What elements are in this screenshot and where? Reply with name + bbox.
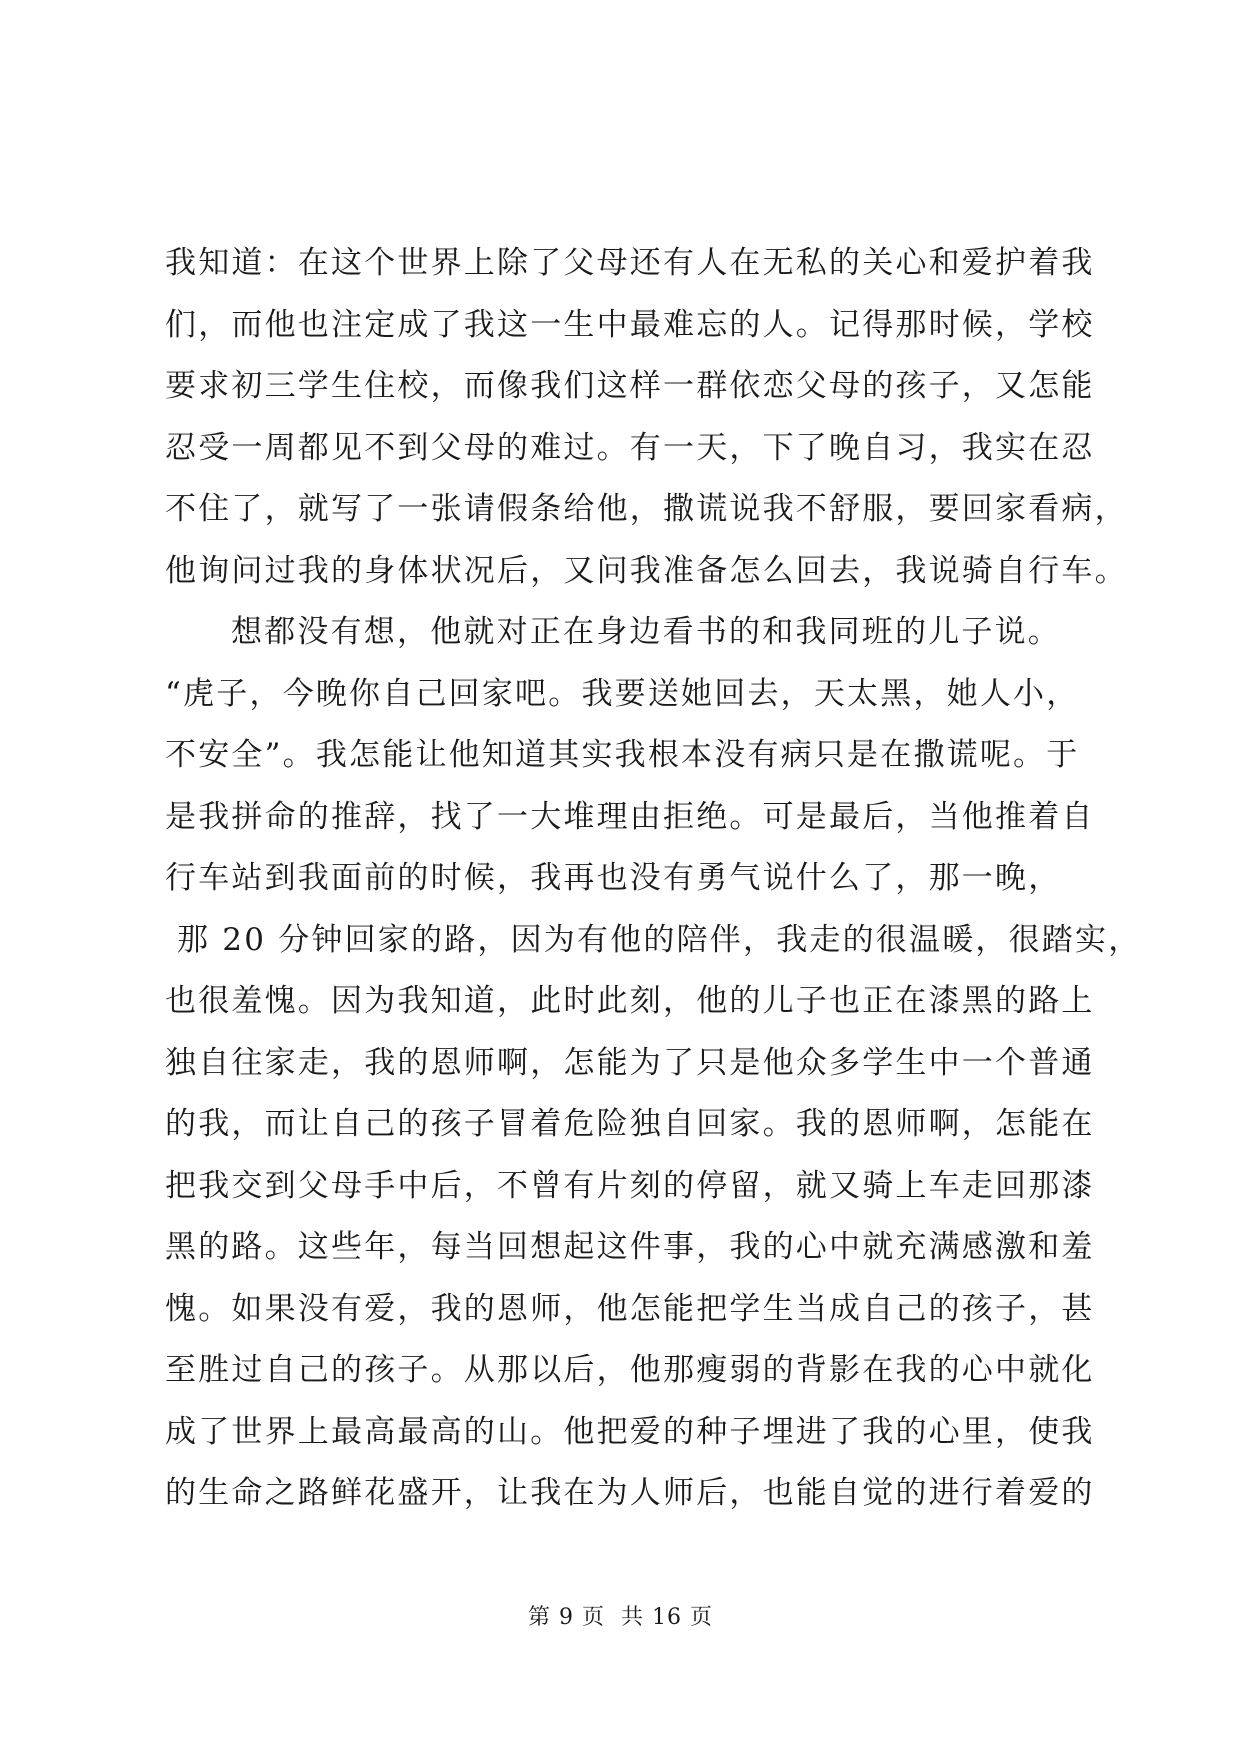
text-line: “虎子，今晚你自己回家吧。我要送她回去，天太黑，她人小， — [165, 675, 1080, 712]
text-line: 要求初三学生住校，而像我们这样一群依恋父母的孩子，又怎能 — [165, 368, 1095, 404]
text-line: 不住了，就写了一张请假条给他，撒谎说我不舒服，要回家看病， — [165, 491, 1128, 527]
text-line: 的我，而让自己的孩子冒着危险独自回家。我的恩师啊，怎能在 — [165, 1106, 1095, 1142]
text-line: 们，而他也注定成了我这一生中最难忘的人。记得那时候，学校 — [165, 306, 1095, 343]
text-line: 把我交到父母手中后，不曾有片刻的停留，就又骑上车走回那漆 — [165, 1167, 1095, 1204]
text-line: 成了世界上最高最高的山。他把爱的种子埋进了我的心里，使我 — [165, 1413, 1095, 1450]
text-line: 独自往家走，我的恩师啊，怎能为了只是他众多学生中一个普通 — [165, 1044, 1095, 1081]
text-line: 愧。如果没有爱，我的恩师，他怎能把学生当成自己的孩子，甚 — [165, 1290, 1095, 1327]
text-line: 不安全”。我怎能让他知道其实我根本没有病只是在撒谎呢。于 — [165, 737, 1080, 773]
text-line: 至胜过自己的孩子。从那以后，他那瘦弱的背影在我的心中就化 — [165, 1352, 1095, 1388]
text-line: 是我拼命的推辞，找了一大堆理由拒绝。可是最后，当他推着自 — [165, 798, 1095, 835]
text-line-paragraph-start: 想都没有想，他就对正在身边看书的和我同班的儿子说。 — [231, 614, 1061, 650]
text-line: 黑的路。这些年，每当回想起这件事，我的心中就充满感激和羞 — [165, 1229, 1095, 1265]
page-number-footer: 第 9 页 共 16 页 — [528, 1605, 713, 1630]
text-line: 忍受一周都见不到父母的难过。有一天，下了晚自习，我实在忍 — [165, 429, 1095, 466]
text-line: 也很羞愧。因为我知道，此时此刻，他的儿子也正在漆黑的路上 — [165, 983, 1095, 1019]
body-text — [165, 233, 1142, 1525]
text-line: 行车站到我面前的时候，我再也没有勇气说什么了，那一晚， — [165, 860, 1062, 896]
text-line: 的生命之路鲜花盛开，让我在为人师后，也能自觉的进行着爱的 — [165, 1475, 1095, 1511]
text-line: 我知道：在这个世界上除了父母还有人在无私的关心和爱护着我 — [165, 245, 1095, 281]
text-line: 他询问过我的身体状况后，又问我准备怎么回去，我说骑自行车。 — [165, 552, 1128, 589]
text-line: 那 20 分钟回家的路，因为有他的陪伴，我走的很温暖，很踏实， — [165, 921, 1142, 958]
